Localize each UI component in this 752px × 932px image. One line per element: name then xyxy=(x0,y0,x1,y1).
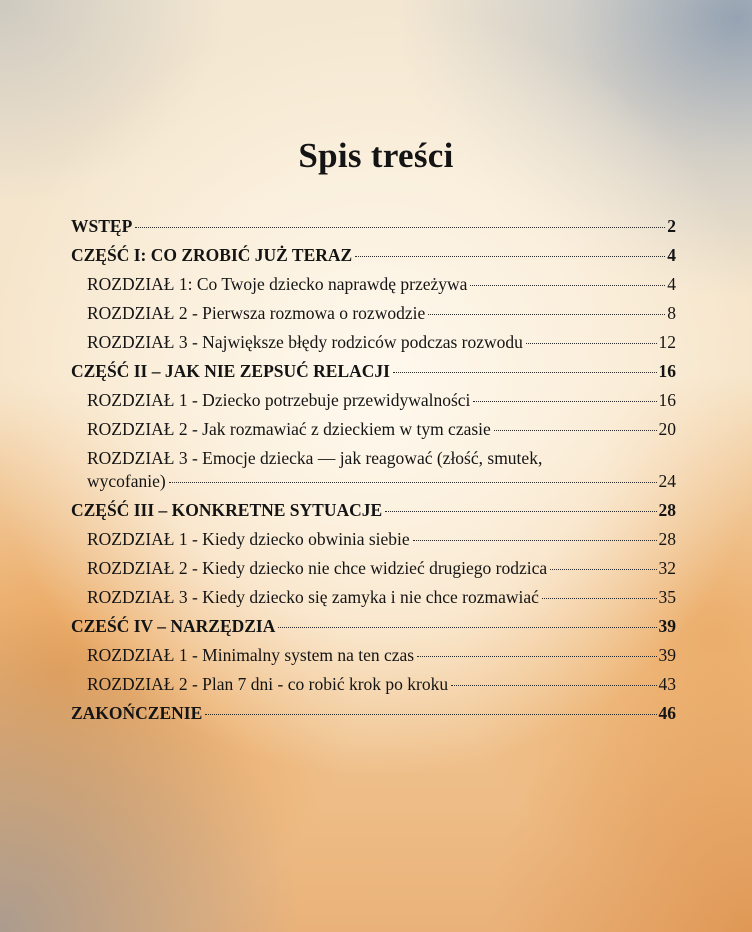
toc-page-number: 39 xyxy=(658,616,676,636)
toc-page-number: 12 xyxy=(658,332,676,352)
dot-leader xyxy=(169,482,657,483)
toc-entry-part-2-chapter-3[interactable] xyxy=(70,444,676,496)
toc-page-number: 46 xyxy=(658,703,676,723)
toc-entry-part-2-chapter-2[interactable] xyxy=(70,415,676,444)
dot-leader xyxy=(526,343,657,344)
toc-page-number: 20 xyxy=(658,419,676,439)
toc-entry-label: ROZDZIAŁ 1 - Dziecko potrzebuje przewidywalności xyxy=(87,390,471,410)
toc-page-number: 4 xyxy=(667,274,676,294)
toc-page-number: 24 xyxy=(658,471,676,491)
toc-entry-label: CZEŚĆ IV – NARZĘDZIA xyxy=(71,616,276,636)
toc-entry-part-4[interactable] xyxy=(70,612,676,641)
toc-entry-label: CZĘŚĆ III – KONKRETNE SYTUACJE xyxy=(71,500,383,520)
toc-entry-part-1-chapter-1[interactable] xyxy=(70,270,676,299)
dot-leader xyxy=(542,598,657,599)
toc-page-number: 2 xyxy=(667,216,676,236)
dot-leader xyxy=(473,401,656,402)
toc-entry-label: ROZDZIAŁ 1: Co Twoje dziecko naprawdę przeżywa xyxy=(87,274,468,294)
toc-page-number: 28 xyxy=(658,529,676,549)
dot-leader xyxy=(413,540,657,541)
toc-page-number: 16 xyxy=(658,390,676,410)
toc-entry-part-3-chapter-3[interactable] xyxy=(70,583,676,612)
toc-entry-label-line-2: wycofanie) xyxy=(87,471,166,491)
toc-entry-part-2[interactable] xyxy=(70,357,676,386)
dot-leader xyxy=(550,569,656,570)
table-of-contents xyxy=(70,212,676,728)
toc-entry-label-line-1: ROZDZIAŁ 3 - Emocje dziecka — jak reagować (złość, smutek, xyxy=(87,448,543,468)
dot-leader xyxy=(494,430,657,431)
toc-entry-label: ROZDZIAŁ 2 - Jak rozmawiać z dzieckiem w tym czasie xyxy=(87,419,491,439)
dot-leader xyxy=(428,314,665,315)
toc-page-number: 8 xyxy=(667,303,676,323)
toc-entry-part-3[interactable] xyxy=(70,496,676,525)
toc-page-number: 35 xyxy=(658,587,676,607)
toc-entry-part-1-chapter-2[interactable] xyxy=(70,299,676,328)
toc-entry-part-3-chapter-2[interactable] xyxy=(70,554,676,583)
toc-entry-label: ROZDZIAŁ 1 - Minimalny system na ten czas xyxy=(87,645,415,665)
toc-page-number: 39 xyxy=(658,645,676,665)
toc-entry-label: ROZDZIAŁ 1 - Kiedy dziecko obwinia siebie xyxy=(87,529,410,549)
page-title: Spis treści xyxy=(298,136,454,175)
toc-entry-label: ZAKOŃCZENIE xyxy=(71,703,203,723)
toc-entry-label: ROZDZIAŁ 2 - Pierwsza rozmowa o rozwodzie xyxy=(87,303,426,323)
toc-entry-label: CZĘŚĆ I: CO ZROBIĆ JUŻ TERAZ xyxy=(71,245,353,265)
dot-leader xyxy=(355,256,665,257)
toc-page-number: 32 xyxy=(658,558,676,578)
dot-leader xyxy=(393,372,657,373)
toc-entry-label: ROZDZIAŁ 2 - Kiedy dziecko nie chce widzieć drugiego rodzica xyxy=(87,558,548,578)
toc-page-number: 16 xyxy=(658,361,676,381)
toc-entry-label: ROZDZIAŁ 3 - Kiedy dziecko się zamyka i nie chce rozmawiać xyxy=(87,587,539,607)
toc-entry-label: ROZDZIAŁ 2 - Plan 7 dni - co robić krok po kroku xyxy=(87,674,449,694)
dot-leader xyxy=(135,227,665,228)
toc-entry-label: WSTĘP xyxy=(71,216,133,236)
toc-entry-part-4-chapter-2[interactable] xyxy=(70,670,676,699)
dot-leader xyxy=(451,685,656,686)
dot-leader xyxy=(278,627,656,628)
toc-entry-outro[interactable] xyxy=(70,699,676,728)
toc-page-number: 28 xyxy=(658,500,676,520)
dot-leader xyxy=(470,285,665,286)
toc-page-number: 4 xyxy=(667,245,676,265)
toc-entry-part-4-chapter-1[interactable] xyxy=(70,641,676,670)
dot-leader xyxy=(385,511,656,512)
toc-entry-label: ROZDZIAŁ 3 - Największe błędy rodziców podczas rozwodu xyxy=(87,332,523,352)
toc-entry-part-2-chapter-1[interactable] xyxy=(70,386,676,415)
toc-entry-intro[interactable] xyxy=(70,212,676,241)
toc-page-number: 43 xyxy=(658,674,676,694)
toc-entry-label: CZĘŚĆ II – JAK NIE ZEPSUĆ RELACJI xyxy=(71,361,390,381)
toc-entry-part-1[interactable] xyxy=(70,241,676,270)
toc-entry-part-1-chapter-3[interactable] xyxy=(70,328,676,357)
dot-leader xyxy=(417,656,656,657)
dot-leader xyxy=(205,714,656,715)
toc-entry-part-3-chapter-1[interactable] xyxy=(70,525,676,554)
